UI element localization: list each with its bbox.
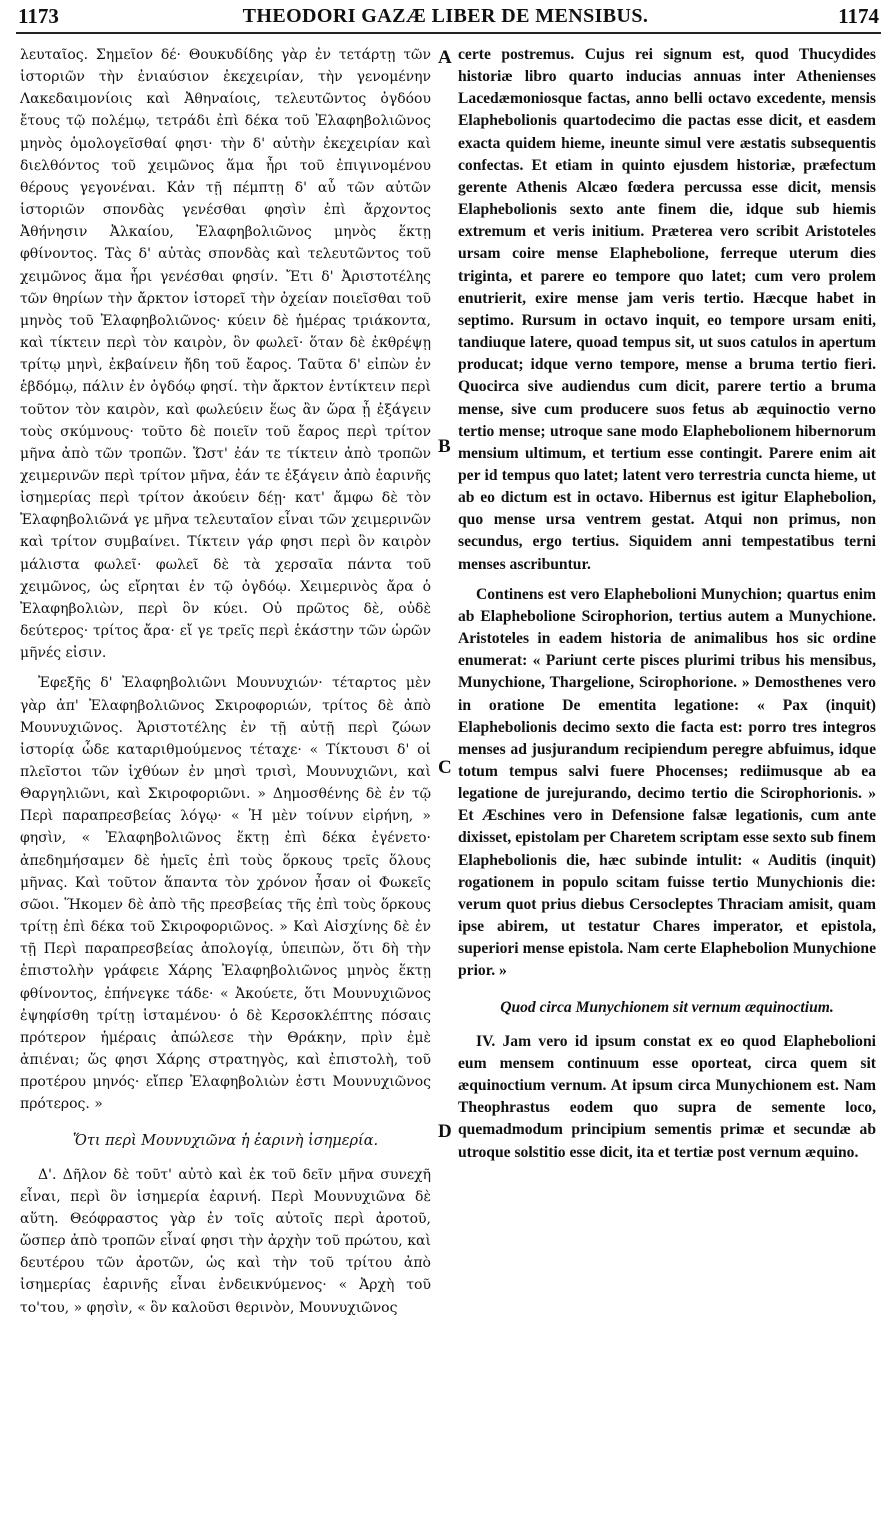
margin-marker-c: C	[438, 757, 452, 778]
running-title: THEODORI GAZÆ LIBER DE MENSIBUS.	[242, 5, 649, 27]
page-header	[0, 0, 891, 34]
page-number-right: 1174	[838, 4, 879, 28]
margin-marker-a: A	[438, 47, 452, 68]
greek-paragraph-3: Δ'. Δῆλον δὲ τοῦτ' αὐτὸ καὶ ἐκ τοῦ δεῖν μῆνα συνεχῆ εἶναι, περὶ ὃν ἰσημερία ἐαρινή. Περὶ Μουνυχιῶνα δὲ αὕτη. Θεόφραστος γὰρ ἐν τοῖς αὐτοῖς περὶ ἀροτοῦ, ὥσπερ ἀπὸ τροπῶν εἶναί φησι τὴν ἀρχὴν τοῦ πρώτου, καὶ δευτέρου τῶν ἀροτῶν, ὡς καὶ τὴν τοῦ τρίτου ἀπὸ ἰσημερίας ἐαρινῆς εἶναι ἐνδεικνύμενος· « Ἀρχὴ τοῦ το'του, » φησὶν, « ὃν καλοῦσι θερινὸν, Μουνυχιῶνος	[20, 1166, 431, 1316]
latin-paragraph-3: IV. Jam vero id ipsum constat ex eo quod Elaphebolioni eum mensem continuum esse oporteat, circa quem sit æquinoctium vernum. At ipsum circa Munychionem est. Nam Theophrastus eodem quo supra de semente loco, quemadmodum principium sementis primæ et secundæ ab utroque solstitio esse dicit, ita et tertiæ post vernum æquino.	[458, 1032, 876, 1161]
paragraph-gap	[20, 664, 431, 672]
margin-marker-b: B	[438, 436, 451, 457]
greek-paragraph-1: λευταῖος. Σημεῖον δέ· Θουκυδίδης γὰρ ἐν τετάρτῃ τῶν ἱστοριῶν τὴν ἐνιαύσιον ἐκεχειρίαν, τὴν γενομένην Λακεδαιμονίοις καὶ Ἀθηναίοις, τελευτῶντος ὀγδόου ἔτους τῷ πολέμῳ, τετράδι ἐπὶ δέκα τοῦ Ἐλαφηβολιῶνος μηνὸς ὁμολογεῖσθαί φησι· τὴν δ' αὐτὴν ἐκεχειρίαν καὶ διελθόντος τοῦ χειμῶνος ἅμα ἦρι τοῦ ἐπιγινομένου θέρους γεγονέναι. Κἀν τῇ πέμπτῃ δ' αὖ τῶν αὐτῶν ἱστοριῶν σπονδὰς γενέσθαι φησὶν ἐπὶ ἄρχοντος Ἀθήνησιν Ἀλκαίου, Ἐλαφηβολιῶνος μηνὸς ἕκτῃ φθίνοντος. Τὰς δ' αὐτὰς σπονδὰς καὶ τελευτῶντος τοῦ χειμῶνος ἅμα ἦρι γενέσθαι φησίν. Ἔτι δ' Ἀριστοτέλης τῶν θηρίων τὴν ἄρκτον ἱστορεῖ τὴν ὀχείαν ποιεῖσθαι τοῦ μηνὸς τοῦ Ἐλαφηβολιῶνος· κύειν δὲ ἡμέρας τριάκοντα, καὶ τίκτειν περὶ τὸν καιρὸν, ὃν φωλεῖ· ὅταν δὲ ἐκθρέψῃ τρίτῳ μηνὶ, ἐκβαίνειν ἤδη τοῦ ἔαρος. Ταῦτα δ' εἰπὼν ἐν ἑβδόμῳ, πάλιν ἐν ὀγδόῳ φησί. τὴν ἄρκτον ἐντίκτειν περὶ τοῦτον τὸν καιρὸν, καὶ φωλεύειν ἕως ἂν ὥρα ᾖ ἐξάγειν τοὺς σκύμνους· τοῦτο δὲ ποιεῖν τοῦ ἔαρος περὶ τρίτον μῆνα ἀπὸ τῶν τροπῶν. Ὥστ' ἐάν τε τίκτειν ἀπὸ τροπῶν χειμερινῶν περὶ τρίτον μῆνα, ἐάν τε ἐξάγειν ἀπὸ ἐαρινῆς ἰσημερίας περὶ τρίτον ἀκούειν δέῃ· κατ' ἄμφω δὲ τὸν Ἐλαφηβολιῶνά γε μῆνα τελευταῖον εἶναι τῶν χειμερινῶν καὶ τρίτον συμβαίνει. Τίκτειν γάρ φησι περὶ ὃν καιρὸν μάλιστα φωλεῖ· φωλεῖ δὲ τὰ χερσαῖα πάντα τοῦ χειμῶνος, ὡς εἴρηται ἐν τῷ ὀγδόῳ. Χειμερινὸς ἄρα ὁ Ἐλαφηβολιὼν, περὶ ὃν κύει. Οὐ πρῶτος δὲ, οὐδὲ δεύτερος· τρίτος ἄρα· εἴ γε τρεῖς περὶ ἑκάστην τῶν ὡρῶν μῆνές εἰσιν.	[20, 47, 431, 662]
margin-marker-d: D	[438, 1121, 452, 1142]
paragraph-gap	[458, 576, 876, 584]
latin-paragraph-1: certe postremus. Cujus rei signum est, quod Thucydides historiæ libro quarto inducias annuas inter Athenienses Lacedæmoniosque factas, anno belli octavo excedente, mensis Elaphebolionis quartodecimo die pactas esse dicit, et easdem exacta quidem hieme, ineunte simul vere æstatis subsequentis confectas. Et etiam in quinto ejusdem historiæ, præfectum gerente Athenis Alcæo fœdera percussa esse dicit, mensis Elaphebolionis sexto ante finem die, idque sub hiemis extremum et veris initium. Præterea vero scribit Aristoteles ursam coire mense Elaphebolione, ferreque uterum dies triginta, et parere eo tempore quo latet; cum vero prolem enutrierit, exire mense jam veris tertio. Hæcque habet in septimo. Rursum in octavo inquit, eo tempore ursam eniti, tandiuque latere, quoad tempus sit, ut suos catulos in apertum producat; idque verno tempore, mense a bruma tertio fieri. Quocirca sive audiendus cum dicit, parere tertio a bruma mense, sive cum producere suos fetus ab æquinoctio verno tertio mense; utroque sane modo Elaphebolionem hibernorum mensium ultimum, et tertium esse contingit. Parere enim ait per id tempus quo latet; latent vero terrestria cuncta hieme, ut ab eo dictum est in octavo. Hibernus est igitur Elaphebolion, quo mense ursa ventrem gestat. Atqui non primus, non secundus, ergo tertius. Siquidem anni tempestatibus terni menses ascribuntur.	[458, 46, 876, 573]
greek-section-title: Ὅτι περὶ Μουνυχιῶνα ἡ ἐαρινὴ ἰσημερία.	[72, 1132, 379, 1149]
latin-column	[458, 44, 876, 1164]
header-rule	[16, 32, 881, 34]
page-number-left: 1173	[18, 4, 59, 28]
greek-paragraph-2: Ἐφεξῆς δ' Ἐλαφηβολιῶνι Μουνυχιών· τέταρτος μὲν γὰρ ἀπ' Ἐλαφηβολιῶνος Σκιροφοριών, τρίτος δὲ ἀπὸ Μουνυχιῶνος. Ἀριστοτέλης ἐν τῇ αὐτῇ περὶ ζώων ἱστορίᾳ ὧδε καταριθμούμενος τέταχε· « Τίκτουσι δ' οἱ πλεῖστοι τῶν ἰχθύων ἐν μησὶ τρισὶ, Μουνυχιῶνι, καὶ Θαργηλιῶνι, καὶ Σκιροφοριῶνι. » Δημοσθένης δὲ ἐν τῷ Περὶ παραπρεσβείας λόγῳ· « Ἡ μὲν τοίνυν εἰρήνη, » φησὶν, « Ἐλαφηβολιῶνος ἕκτῃ ἐπὶ δέκα ἐγένετο· ἀπεδημήσαμεν δὲ ἡμεῖς ἐπὶ τοὺς ὅρκους τρεῖς ὅλους μῆνας. Καὶ τοῦτον ἅπαντα τὸν χρόνον ἦσαν οἱ Φωκεῖς σῶοι. Ἥκομεν δὲ ἀπὸ τῆς πρεσβείας τῆς ἐπὶ τοὺς ὅρκους τρίτῃ ἐπὶ δέκα τοῦ Σκιροφοριῶνος. » Καὶ Αἰσχίνης δὲ ἐν τῇ Περὶ παραπρεσβείας ἀπολογίᾳ, ὑπειπὼν, ὅτι δὴ τὴν ἐπιστολὴν γράφειε Χάρης Ἐλαφηβολιῶνος μηνὸς ἕκτῃ φθίνοντος, ἐπήνεγκε τάδε· « Ἀκούετε, ὅτι Μουνυχιῶνος ἐψηφίσθη τρίτῃ ἱσταμένου· ὁ δὲ Κερσοκλέπτης πόσαις πρότερον ἡμέραις ἀπώλεσε τὴν Θράκην, πρὶν ἐμὲ ἀπιέναι; ὥς φησι Χάρης στρατηγὸς, καὶ ἐπιστολὴ, τοῦ προτέρου μηνός· εἴπερ Ἐλαφηβολιὼν ἐστι Μουνυχιῶνος πρότερος. »	[20, 675, 431, 1113]
latin-paragraph-2: Continens est vero Elaphebolioni Munychion; quartus enim ab Elaphebolione Scirophorion, tertius autem a Munychione. Aristoteles in eadem historia de animalibus hos sic ordine enumerat: « Pariunt certe pisces plurimi tribus his mensibus, Munychione, Thargelione, Scirophorione. » Demosthenes vero in oratione De ementita legatione: « Pax (inquit) Elaphebolionis decimo sexto die facta est: porro tres integros menses ad jusjurandum recipiendum peregre abfuimus, idque totum tempus salvi fuere Phocenses; rediimusque ab ea legatione de jurejurando, decimo tertio die Scirophorionis. » Et Æschines vero in Defensione falsæ legationis, cum ante dixisset, epistolam per Charetem scriptam esse sexto sub finem Elaphebolionis die, hæc subinde intulit: « Auditis (inquit) rogationem in populo scitam fuisse tertio Munychionis die: verum quot prius diebus Cersocleptes Thraciam amisit, quam ipse abirem, ut testatur Chares imperator, et epistola, superiori mense epistola. Nam certe Elaphebolion Munychione prior. »	[458, 585, 876, 980]
latin-section-title: Quod circa Munychionem sit vernum æquinoctium.	[500, 998, 834, 1016]
greek-column	[20, 44, 431, 1319]
